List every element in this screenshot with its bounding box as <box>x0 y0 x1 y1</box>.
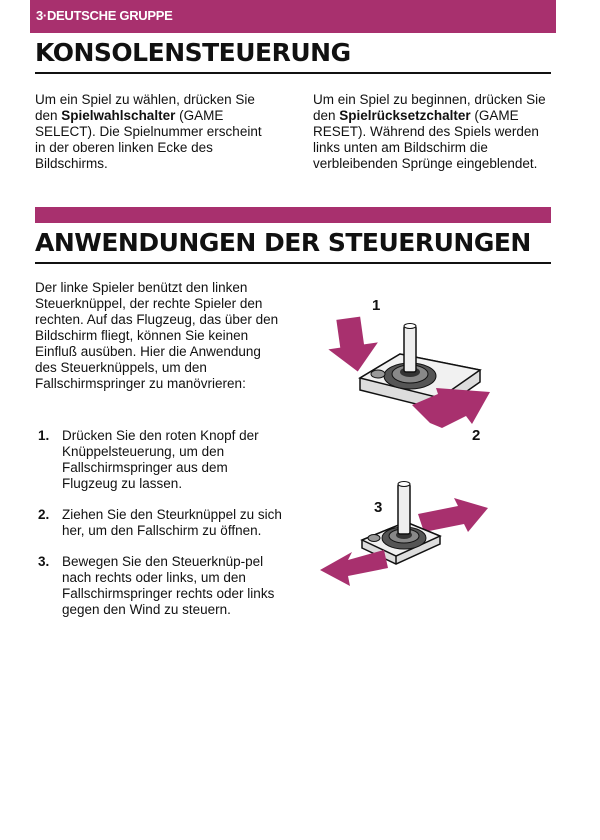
game-reset-term: Spielrücksetzchalter <box>339 108 471 123</box>
joystick-figure-top <box>320 290 520 450</box>
paragraph-game-select: Um ein Spiel zu wählen, drücken Sie den Spielwahlschalter (GAME SELECT). Die Spielnummer erscheint in der oberen linken Ecke des Bildschirms. <box>35 92 262 171</box>
paragraph-intro: Der linke Spieler benützt den linken Steuerknüppel, der rechte Spieler den rechten. Auf das Flugzeug, das über den Bildschirm fliegt, können Sie keinen Einfluß ausüben. Hier die Anwendung des Steuerknüppels, um den Fallschirmspringer zu manövrieren: <box>35 280 279 391</box>
figure-label-1: 1 <box>372 297 381 314</box>
step-item: 3. Bewegen Sie den Steuerknüp-pel nach rechts oder links, um den Fallschirmspringer rechts oder links gegen den Wind zu steuern. <box>38 554 275 617</box>
press-arrow-icon <box>324 315 381 375</box>
divider-bar <box>35 207 551 223</box>
joystick-figure-bottom <box>318 478 498 610</box>
joystick-stick-icon <box>398 482 410 535</box>
section-label: 3·DEUTSCHE GRUPPE <box>36 8 173 23</box>
heading-console-controls: KONSOLENSTEUERUNG <box>35 38 351 67</box>
heading-rule-1 <box>35 72 551 74</box>
figure-label-2: 2 <box>472 427 481 444</box>
steps-list <box>35 428 285 618</box>
heading-rule-2 <box>35 262 551 264</box>
left-arrow-icon <box>320 550 388 586</box>
paragraph-game-reset: Um ein Spiel zu beginnen, drücken Sie den Spielrücksetzchalter (GAME RESET). Während des Spiels werden links unten am Bildschirm die verbleibenden Sprünge eingeblendet. <box>313 92 546 171</box>
heading-applications: ANWENDUNGEN DER STEUERUNGEN <box>35 228 531 257</box>
figure-label-3: 3 <box>374 499 383 516</box>
game-select-term: Spielwahlschalter <box>61 108 176 123</box>
header-bar <box>30 0 556 33</box>
right-arrow-icon <box>418 498 488 532</box>
joystick-stick-icon <box>404 324 416 373</box>
step-item: 2. Ziehen Sie den Steurknüppel zu sich her, um den Fallschirm zu öffnen. <box>38 507 282 538</box>
step-item: 1. Drücken Sie den roten Knopf der Knüppelsteuerung, um den Fallschirmspringer aus dem Flugzeug zu lassen. <box>38 428 259 491</box>
